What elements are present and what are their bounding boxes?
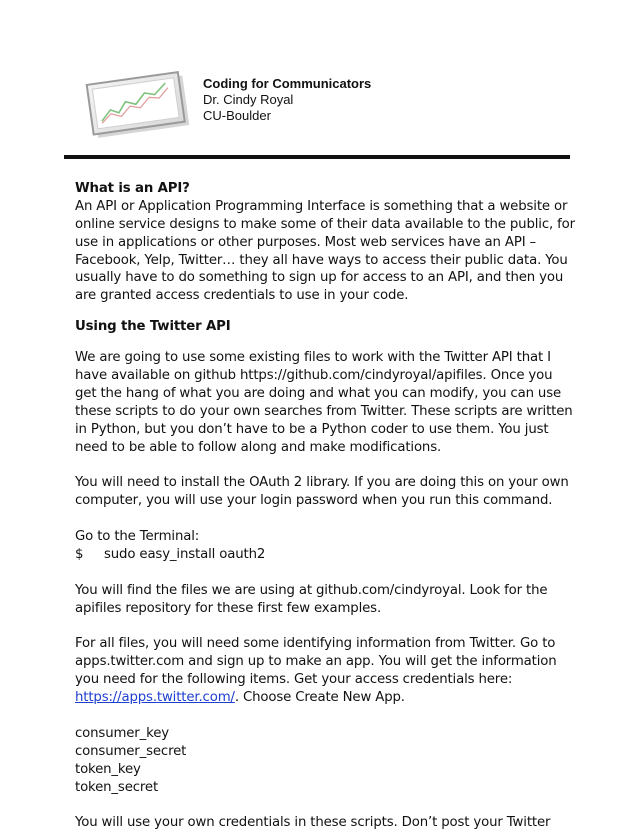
terminal-command-line bbox=[75, 546, 575, 564]
body-line: usually have to do something to sign up for access to an API, and then you bbox=[75, 270, 564, 286]
terminal-intro: Go to the Terminal: bbox=[75, 529, 200, 545]
body-line: An API or Application Programming Interface is something that a website or bbox=[75, 198, 568, 214]
terminal-command: sudo easy_install oauth2 bbox=[104, 546, 266, 562]
body-line: For all files, you will need some identifying information from Twitter. Go to bbox=[75, 636, 556, 652]
body-line: are granted access credentials to use in your code. bbox=[75, 288, 409, 304]
body-line: have available on github https://github.com/cindyroyal/apifiles. Once you bbox=[75, 368, 553, 384]
credential-item: token_secret bbox=[75, 779, 159, 795]
prompt-symbol: $ bbox=[75, 546, 84, 562]
body-line: You will use your own credentials in these scripts. Don’t post your Twitter bbox=[75, 815, 551, 831]
credential-item: consumer_secret bbox=[75, 743, 187, 759]
instructor-name: Dr. Cindy Royal bbox=[203, 92, 294, 107]
body-line: in Python, but you don’t have to be a Python coder to use them. You just bbox=[75, 421, 549, 437]
body-line: computer, you will use your login password when you run this command. bbox=[75, 493, 553, 509]
line-chart-card-icon bbox=[84, 70, 192, 140]
body-line: apps.twitter.com and sign up to make an app. You will get the information bbox=[75, 654, 557, 670]
document-body bbox=[75, 180, 575, 832]
institution-name: CU-Boulder bbox=[203, 108, 271, 123]
twitter-apps-link[interactable]: https://apps.twitter.com/ bbox=[75, 690, 235, 706]
section-heading-api: What is an API? bbox=[75, 181, 190, 196]
after-link-text: . Choose Create New App. bbox=[234, 690, 405, 706]
body-line: We are going to use some existing files to work with the Twitter API that I bbox=[75, 350, 551, 366]
body-line: apifiles repository for these first few examples. bbox=[75, 600, 382, 616]
document-header bbox=[0, 0, 638, 160]
course-title: Coding for Communicators bbox=[203, 76, 372, 91]
body-line: get the hang of what you are doing and what you can modify, you can use bbox=[75, 385, 562, 401]
body-line: online service designs to make some of their data available to the public, for bbox=[75, 216, 575, 232]
credential-item: token_key bbox=[75, 761, 141, 777]
body-line: You will need to install the OAuth 2 library. If you are doing this on your own bbox=[75, 475, 569, 491]
body-line: you need for the following items. Get your access credentials here: bbox=[75, 672, 513, 688]
body-line: You will find the files we are using at github.com/cindyroyal. Look for the bbox=[75, 582, 548, 598]
link-line bbox=[75, 689, 575, 707]
body-line: need to be able to follow along and make modifications. bbox=[75, 439, 442, 455]
header-rule bbox=[64, 155, 570, 159]
section-heading-twitter: Using the Twitter API bbox=[75, 319, 231, 335]
body-line: Facebook, Yelp, Twitter… they all have ways to access their public data. You bbox=[75, 252, 568, 268]
credential-item: consumer_key bbox=[75, 725, 169, 741]
course-info bbox=[203, 76, 371, 124]
body-line: use in applications or other purposes. Most web services have an API – bbox=[75, 234, 537, 250]
body-line: these scripts to do your own searches from Twitter. These scripts are written bbox=[75, 403, 573, 419]
